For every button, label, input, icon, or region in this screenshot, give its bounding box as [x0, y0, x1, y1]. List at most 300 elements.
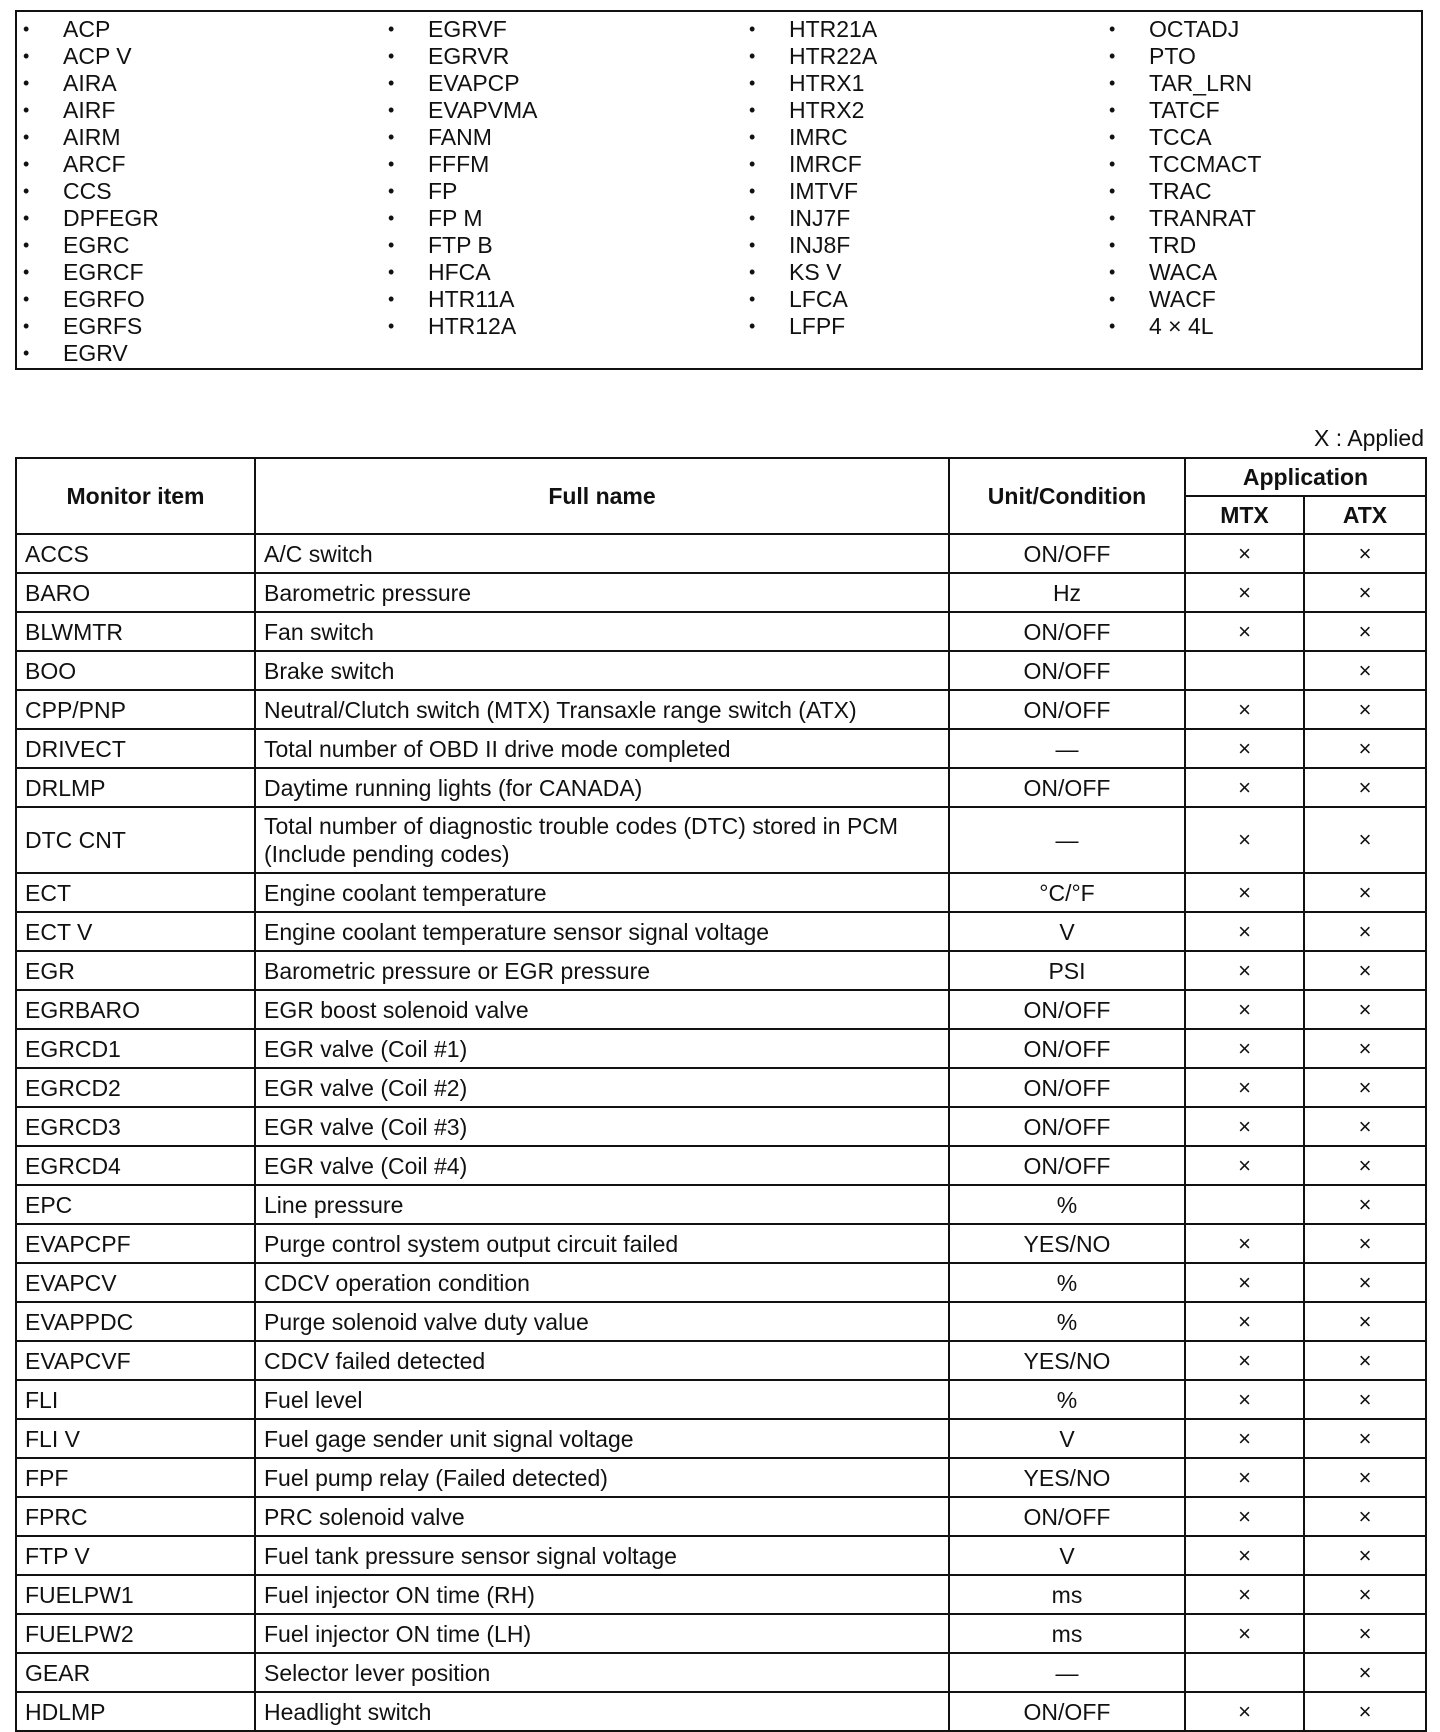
abbreviation-label: INJ8F — [789, 232, 851, 258]
abbreviation-item — [382, 286, 538, 313]
abbreviation-label: DPFEGR — [63, 205, 159, 231]
abbreviation-label: HTR12A — [428, 313, 517, 339]
cell-atx-applied: × — [1304, 612, 1426, 651]
bullet-icon: • — [1109, 316, 1116, 336]
header-atx: ATX — [1304, 496, 1426, 534]
cell-unit-condition: Hz — [949, 573, 1185, 612]
bullet-icon: • — [1109, 154, 1116, 174]
table-row — [16, 612, 1426, 651]
cell-mtx-applied: × — [1185, 990, 1304, 1029]
abbreviation-label: FP — [428, 178, 458, 204]
bullet-icon: • — [1109, 208, 1116, 228]
cell-full-name: CDCV failed detected — [255, 1341, 949, 1380]
cell-atx-applied: × — [1304, 1029, 1426, 1068]
abbreviation-label: ARCF — [63, 151, 126, 177]
cell-atx-applied: × — [1304, 1419, 1426, 1458]
abbreviation-item — [743, 16, 877, 43]
cell-full-name: Fuel gage sender unit signal voltage — [255, 1419, 949, 1458]
abbreviation-label: KS V — [789, 259, 842, 285]
cell-full-name: Daytime running lights (for CANADA) — [255, 768, 949, 807]
abbreviation-label: HTR11A — [428, 286, 515, 312]
cell-monitor-item: EGR — [16, 951, 255, 990]
abbreviation-label: OCTADJ — [1149, 16, 1240, 42]
bullet-icon: • — [749, 235, 756, 255]
table-row — [16, 1536, 1426, 1575]
bullet-icon: • — [388, 208, 395, 228]
cell-unit-condition: V — [949, 912, 1185, 951]
cell-mtx-applied: × — [1185, 1575, 1304, 1614]
abbreviation-label: IMRCF — [789, 151, 862, 177]
abbreviation-item — [743, 43, 877, 70]
abbreviation-label: LFCA — [789, 286, 848, 312]
abbreviation-label: ACP — [63, 16, 111, 42]
bullet-icon: • — [388, 316, 395, 336]
abbreviation-item — [17, 178, 159, 205]
abbreviation-item — [743, 259, 877, 286]
applied-legend: X : Applied — [1314, 425, 1424, 451]
cell-monitor-item: BLWMTR — [16, 612, 255, 651]
abbreviation-label: FFFM — [428, 151, 490, 177]
abbreviation-item — [1103, 313, 1261, 340]
cell-unit-condition: ON/OFF — [949, 1107, 1185, 1146]
abbreviation-item — [382, 232, 538, 259]
bullet-icon: • — [388, 289, 395, 309]
abbreviation-item — [743, 97, 877, 124]
cell-full-name: Selector lever position — [255, 1653, 949, 1692]
cell-mtx-applied: × — [1185, 573, 1304, 612]
cell-mtx-applied: × — [1185, 807, 1304, 873]
abbreviation-label: TRD — [1149, 232, 1197, 258]
bullet-icon: • — [388, 127, 395, 147]
cell-unit-condition: ON/OFF — [949, 990, 1185, 1029]
abbreviation-label: HTR21A — [789, 16, 878, 42]
abbreviation-item — [382, 313, 538, 340]
cell-full-name: Purge control system output circuit failed — [255, 1224, 949, 1263]
bullet-icon: • — [388, 154, 395, 174]
cell-monitor-item: FTP V — [16, 1536, 255, 1575]
abbreviation-label: EVAPVMA — [428, 97, 538, 123]
bullet-icon: • — [388, 235, 395, 255]
cell-mtx-applied — [1185, 1185, 1304, 1224]
cell-full-name: EGR valve (Coil #4) — [255, 1146, 949, 1185]
cell-unit-condition: ON/OFF — [949, 1497, 1185, 1536]
cell-atx-applied: × — [1304, 534, 1426, 573]
cell-atx-applied: × — [1304, 1458, 1426, 1497]
cell-unit-condition: — — [949, 729, 1185, 768]
cell-mtx-applied: × — [1185, 612, 1304, 651]
bullet-icon: • — [1109, 100, 1116, 120]
bullet-icon: • — [23, 289, 30, 309]
abbreviation-label: WACA — [1149, 259, 1218, 285]
cell-unit-condition: V — [949, 1536, 1185, 1575]
cell-mtx-applied: × — [1185, 1224, 1304, 1263]
abbreviation-item — [743, 205, 877, 232]
bullet-icon: • — [1109, 19, 1116, 39]
abbreviation-label: TATCF — [1149, 97, 1220, 123]
abbreviation-label: TCCMACT — [1149, 151, 1262, 177]
table-row — [16, 768, 1426, 807]
cell-monitor-item: EGRCD2 — [16, 1068, 255, 1107]
abbreviation-label: AIRF — [63, 97, 116, 123]
abbreviation-item — [17, 313, 159, 340]
abbreviation-column-4 — [1103, 16, 1261, 340]
header-application: Application — [1185, 458, 1426, 496]
cell-full-name: CDCV operation condition — [255, 1263, 949, 1302]
bullet-icon: • — [749, 19, 756, 39]
abbreviation-item — [1103, 43, 1261, 70]
bullet-icon: • — [23, 208, 30, 228]
abbreviation-label: EGRV — [63, 340, 128, 366]
cell-full-name: Total number of diagnostic trouble codes (DTC) stored in PCM (Include pending codes) — [255, 807, 949, 873]
cell-mtx-applied: × — [1185, 1692, 1304, 1731]
bullet-icon: • — [388, 19, 395, 39]
cell-monitor-item: EVAPPDC — [16, 1302, 255, 1341]
bullet-icon: • — [23, 127, 30, 147]
cell-unit-condition: YES/NO — [949, 1224, 1185, 1263]
bullet-icon: • — [388, 46, 395, 66]
table-row — [16, 873, 1426, 912]
cell-unit-condition: ON/OFF — [949, 651, 1185, 690]
abbreviation-item — [382, 151, 538, 178]
cell-monitor-item: DRLMP — [16, 768, 255, 807]
cell-unit-condition: YES/NO — [949, 1458, 1185, 1497]
abbreviation-label: EGRFO — [63, 286, 145, 312]
cell-mtx-applied: × — [1185, 1380, 1304, 1419]
cell-unit-condition: ON/OFF — [949, 1029, 1185, 1068]
abbreviation-item — [382, 205, 538, 232]
cell-monitor-item: DTC CNT — [16, 807, 255, 873]
cell-full-name: Headlight switch — [255, 1692, 949, 1731]
abbreviation-label: CCS — [63, 178, 112, 204]
cell-unit-condition: ms — [949, 1575, 1185, 1614]
table-row — [16, 912, 1426, 951]
header-full-name: Full name — [255, 458, 949, 534]
cell-unit-condition: % — [949, 1302, 1185, 1341]
abbreviation-item — [17, 151, 159, 178]
abbreviation-label: HTRX1 — [789, 70, 865, 96]
cell-mtx-applied: × — [1185, 1146, 1304, 1185]
cell-monitor-item: EVAPCV — [16, 1263, 255, 1302]
cell-full-name: EGR valve (Coil #3) — [255, 1107, 949, 1146]
abbreviation-item — [17, 205, 159, 232]
cell-monitor-item: EGRBARO — [16, 990, 255, 1029]
table-row — [16, 1692, 1426, 1731]
cell-unit-condition: — — [949, 1653, 1185, 1692]
table-row — [16, 1185, 1426, 1224]
abbreviation-item — [17, 16, 159, 43]
cell-full-name: Barometric pressure — [255, 573, 949, 612]
bullet-icon: • — [23, 316, 30, 336]
abbreviation-item — [1103, 232, 1261, 259]
cell-full-name: PRC solenoid valve — [255, 1497, 949, 1536]
cell-atx-applied: × — [1304, 651, 1426, 690]
cell-atx-applied: × — [1304, 729, 1426, 768]
cell-mtx-applied: × — [1185, 1419, 1304, 1458]
table-row — [16, 651, 1426, 690]
cell-atx-applied: × — [1304, 690, 1426, 729]
abbreviation-item — [17, 97, 159, 124]
abbreviation-list-box — [15, 10, 1423, 370]
cell-unit-condition: ON/OFF — [949, 1146, 1185, 1185]
cell-atx-applied: × — [1304, 573, 1426, 612]
cell-unit-condition: V — [949, 1419, 1185, 1458]
table-row — [16, 1575, 1426, 1614]
bullet-icon: • — [388, 181, 395, 201]
cell-atx-applied: × — [1304, 1146, 1426, 1185]
cell-mtx-applied: × — [1185, 1029, 1304, 1068]
table-row — [16, 1029, 1426, 1068]
cell-full-name: Fuel pump relay (Failed detected) — [255, 1458, 949, 1497]
cell-mtx-applied: × — [1185, 1614, 1304, 1653]
abbreviation-item — [1103, 205, 1261, 232]
cell-atx-applied: × — [1304, 1068, 1426, 1107]
bullet-icon: • — [23, 73, 30, 93]
cell-monitor-item: FPF — [16, 1458, 255, 1497]
cell-full-name: EGR boost solenoid valve — [255, 990, 949, 1029]
bullet-icon: • — [1109, 181, 1116, 201]
bullet-icon: • — [388, 100, 395, 120]
abbreviation-label: FANM — [428, 124, 492, 150]
bullet-icon: • — [749, 127, 756, 147]
cell-mtx-applied: × — [1185, 1263, 1304, 1302]
cell-full-name: Fuel level — [255, 1380, 949, 1419]
bullet-icon: • — [23, 181, 30, 201]
cell-monitor-item: EVAPCVF — [16, 1341, 255, 1380]
abbreviation-item — [17, 70, 159, 97]
abbreviation-label: WACF — [1149, 286, 1216, 312]
cell-monitor-item: FPRC — [16, 1497, 255, 1536]
cell-unit-condition: ON/OFF — [949, 690, 1185, 729]
bullet-icon: • — [749, 100, 756, 120]
table-row — [16, 1380, 1426, 1419]
abbreviation-item — [17, 43, 159, 70]
abbreviation-item — [382, 43, 538, 70]
cell-mtx-applied: × — [1185, 1107, 1304, 1146]
cell-unit-condition: — — [949, 807, 1185, 873]
cell-unit-condition: ON/OFF — [949, 534, 1185, 573]
abbreviation-label: FTP B — [428, 232, 493, 258]
abbreviation-item — [743, 151, 877, 178]
table-row — [16, 573, 1426, 612]
cell-full-name: Line pressure — [255, 1185, 949, 1224]
header-unit-condition: Unit/Condition — [949, 458, 1185, 534]
table-row — [16, 1497, 1426, 1536]
cell-monitor-item: FUELPW2 — [16, 1614, 255, 1653]
cell-unit-condition: °C/°F — [949, 873, 1185, 912]
cell-atx-applied: × — [1304, 768, 1426, 807]
cell-atx-applied: × — [1304, 1575, 1426, 1614]
cell-atx-applied: × — [1304, 951, 1426, 990]
abbreviation-column-1 — [17, 16, 159, 367]
abbreviation-item — [382, 178, 538, 205]
table-row — [16, 690, 1426, 729]
cell-unit-condition: YES/NO — [949, 1341, 1185, 1380]
cell-full-name: Fuel injector ON time (RH) — [255, 1575, 949, 1614]
cell-atx-applied: × — [1304, 990, 1426, 1029]
cell-mtx-applied: × — [1185, 1302, 1304, 1341]
cell-atx-applied: × — [1304, 1263, 1426, 1302]
cell-full-name: Neutral/Clutch switch (MTX) Transaxle range switch (ATX) — [255, 690, 949, 729]
cell-full-name: A/C switch — [255, 534, 949, 573]
bullet-icon: • — [749, 316, 756, 336]
cell-monitor-item: EGRCD1 — [16, 1029, 255, 1068]
cell-unit-condition: ON/OFF — [949, 768, 1185, 807]
cell-full-name: Engine coolant temperature — [255, 873, 949, 912]
cell-mtx-applied: × — [1185, 951, 1304, 990]
abbreviation-item — [382, 124, 538, 151]
abbreviation-label: EGRVF — [428, 16, 507, 42]
bullet-icon: • — [388, 73, 395, 93]
abbreviation-label: FP M — [428, 205, 483, 231]
table-row — [16, 990, 1426, 1029]
table-row — [16, 1419, 1426, 1458]
cell-monitor-item: HDLMP — [16, 1692, 255, 1731]
abbreviation-label: TAR_LRN — [1149, 70, 1253, 96]
bullet-icon: • — [1109, 127, 1116, 147]
table-row — [16, 1341, 1426, 1380]
table-row — [16, 1068, 1426, 1107]
cell-atx-applied: × — [1304, 1380, 1426, 1419]
abbreviation-item — [17, 286, 159, 313]
cell-atx-applied: × — [1304, 1302, 1426, 1341]
abbreviation-item — [17, 259, 159, 286]
abbreviation-label: HTRX2 — [789, 97, 865, 123]
cell-monitor-item: FLI V — [16, 1419, 255, 1458]
cell-full-name: Engine coolant temperature sensor signal voltage — [255, 912, 949, 951]
abbreviation-label: LFPF — [789, 313, 846, 339]
table-row — [16, 534, 1426, 573]
bullet-icon: • — [749, 262, 756, 282]
cell-full-name: EGR valve (Coil #2) — [255, 1068, 949, 1107]
cell-monitor-item: GEAR — [16, 1653, 255, 1692]
cell-monitor-item: EPC — [16, 1185, 255, 1224]
abbreviation-item — [1103, 97, 1261, 124]
bullet-icon: • — [23, 262, 30, 282]
cell-atx-applied: × — [1304, 1536, 1426, 1575]
cell-mtx-applied: × — [1185, 534, 1304, 573]
cell-atx-applied: × — [1304, 1497, 1426, 1536]
abbreviation-item — [17, 340, 159, 367]
abbreviation-item — [743, 70, 877, 97]
cell-unit-condition: ON/OFF — [949, 1068, 1185, 1107]
cell-atx-applied: × — [1304, 912, 1426, 951]
cell-mtx-applied: × — [1185, 912, 1304, 951]
cell-monitor-item: ECT — [16, 873, 255, 912]
bullet-icon: • — [749, 46, 756, 66]
abbreviation-label: TCCA — [1149, 124, 1212, 150]
abbreviation-item — [1103, 286, 1261, 313]
table-row — [16, 1302, 1426, 1341]
abbreviation-label: TRANRAT — [1149, 205, 1256, 231]
abbreviation-item — [743, 124, 877, 151]
bullet-icon: • — [749, 208, 756, 228]
cell-atx-applied: × — [1304, 807, 1426, 873]
cell-mtx-applied — [1185, 651, 1304, 690]
bullet-icon: • — [749, 73, 756, 93]
abbreviation-column-2 — [382, 16, 538, 340]
table-row — [16, 729, 1426, 768]
table-row — [16, 1224, 1426, 1263]
abbreviation-label: IMTVF — [789, 178, 858, 204]
bullet-icon: • — [1109, 289, 1116, 309]
cell-atx-applied: × — [1304, 1614, 1426, 1653]
cell-atx-applied: × — [1304, 1692, 1426, 1731]
cell-mtx-applied: × — [1185, 1536, 1304, 1575]
cell-atx-applied: × — [1304, 873, 1426, 912]
abbreviation-item — [1103, 259, 1261, 286]
cell-monitor-item: DRIVECT — [16, 729, 255, 768]
bullet-icon: • — [23, 19, 30, 39]
header-monitor-item: Monitor item — [16, 458, 255, 534]
cell-atx-applied: × — [1304, 1341, 1426, 1380]
abbreviation-label: PTO — [1149, 43, 1196, 69]
abbreviation-item — [1103, 124, 1261, 151]
bullet-icon: • — [1109, 46, 1116, 66]
abbreviation-label: EGRCF — [63, 259, 144, 285]
abbreviation-label: INJ7F — [789, 205, 851, 231]
cell-full-name: EGR valve (Coil #1) — [255, 1029, 949, 1068]
bullet-icon: • — [388, 262, 395, 282]
cell-full-name: Brake switch — [255, 651, 949, 690]
table-row — [16, 951, 1426, 990]
bullet-icon: • — [1109, 73, 1116, 93]
bullet-icon: • — [23, 154, 30, 174]
cell-monitor-item: ECT V — [16, 912, 255, 951]
cell-monitor-item: FLI — [16, 1380, 255, 1419]
bullet-icon: • — [1109, 262, 1116, 282]
cell-unit-condition: PSI — [949, 951, 1185, 990]
cell-monitor-item: EGRCD4 — [16, 1146, 255, 1185]
abbreviation-label: EGRFS — [63, 313, 143, 339]
cell-full-name: Fuel injector ON time (LH) — [255, 1614, 949, 1653]
abbreviation-item — [382, 97, 538, 124]
abbreviation-label: AIRA — [63, 70, 117, 96]
header-mtx: MTX — [1185, 496, 1304, 534]
bullet-icon: • — [23, 343, 30, 363]
abbreviation-label: TRAC — [1149, 178, 1212, 204]
cell-unit-condition: ON/OFF — [949, 612, 1185, 651]
abbreviation-item — [1103, 178, 1261, 205]
table-body — [16, 534, 1426, 1731]
cell-full-name: Purge solenoid valve duty value — [255, 1302, 949, 1341]
cell-mtx-applied: × — [1185, 1341, 1304, 1380]
table-row — [16, 1653, 1426, 1692]
cell-atx-applied: × — [1304, 1185, 1426, 1224]
abbreviation-label: EGRVR — [428, 43, 510, 69]
abbreviation-item — [743, 313, 877, 340]
cell-mtx-applied: × — [1185, 729, 1304, 768]
cell-unit-condition: ON/OFF — [949, 1692, 1185, 1731]
cell-unit-condition: % — [949, 1263, 1185, 1302]
abbreviation-label: HTR22A — [789, 43, 878, 69]
cell-monitor-item: BOO — [16, 651, 255, 690]
cell-full-name: Fuel tank pressure sensor signal voltage — [255, 1536, 949, 1575]
cell-monitor-item: EGRCD3 — [16, 1107, 255, 1146]
table-row — [16, 1458, 1426, 1497]
abbreviation-label: EVAPCP — [428, 70, 520, 96]
abbreviation-item — [743, 178, 877, 205]
bullet-icon: • — [749, 154, 756, 174]
cell-monitor-item: BARO — [16, 573, 255, 612]
abbreviation-item — [743, 232, 877, 259]
abbreviation-item — [1103, 70, 1261, 97]
bullet-icon: • — [1109, 235, 1116, 255]
cell-mtx-applied: × — [1185, 690, 1304, 729]
cell-atx-applied: × — [1304, 1107, 1426, 1146]
cell-monitor-item: EVAPCPF — [16, 1224, 255, 1263]
abbreviation-label: 4 × 4L — [1149, 313, 1214, 339]
abbreviation-column-3 — [743, 16, 877, 340]
